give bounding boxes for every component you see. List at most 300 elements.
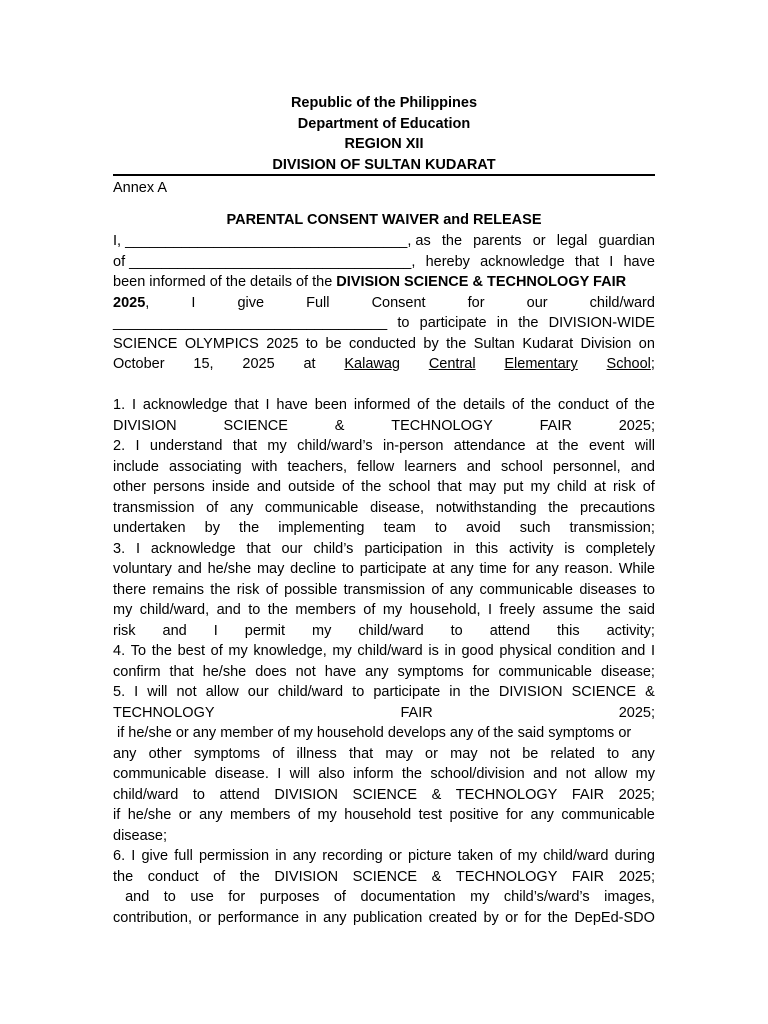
word: have [276, 397, 308, 413]
word: 2025; [618, 868, 655, 885]
word: voluntary [113, 561, 172, 577]
word: & [645, 684, 655, 700]
word: any [113, 745, 137, 762]
word: allow [594, 766, 628, 782]
word: of [417, 397, 430, 413]
word: other [148, 745, 182, 762]
word: does [255, 663, 287, 680]
intro-line-3 [113, 272, 655, 293]
word: TECHNOLOGY [391, 417, 493, 434]
word: the [518, 315, 539, 331]
letterhead-division: DIVISION OF SULTAN KUDARAT [272, 156, 496, 173]
word: and [466, 458, 491, 475]
word: my [332, 643, 352, 659]
word: attendance [453, 438, 526, 454]
word: any [199, 807, 223, 823]
word: of [265, 581, 278, 598]
word: the [113, 868, 134, 885]
word: 3. [113, 540, 126, 557]
word: this [557, 622, 580, 639]
word: my [267, 438, 287, 454]
word: activity; [606, 622, 655, 639]
word: on [638, 335, 655, 352]
word: Consent [371, 294, 426, 311]
word: child/ward [113, 786, 179, 803]
word: my [517, 848, 537, 864]
word: will [289, 766, 310, 782]
word: acknowledge [480, 253, 565, 270]
item-3-line-1 [113, 539, 655, 560]
item-4-line-1 [113, 641, 655, 662]
word: conduct [557, 397, 609, 413]
word: that [232, 438, 257, 454]
item-1-line-1 [113, 395, 655, 416]
word: SCIENCE [223, 417, 288, 434]
word: said [628, 602, 655, 618]
word: transmission; [569, 520, 655, 536]
word: related [550, 745, 595, 762]
word: symptoms [193, 745, 260, 762]
word: images, [604, 889, 655, 905]
word: Sultan [473, 335, 515, 352]
event-name: DIVISION SCIENCE & TECHNOLOGY FAIR [336, 274, 627, 290]
word: understand [149, 438, 223, 454]
word: risk [613, 479, 636, 495]
word: the [446, 335, 467, 352]
word: conducted [349, 335, 416, 352]
word: notwithstanding [435, 499, 537, 516]
word: hereby [425, 253, 470, 270]
word: risk [113, 622, 136, 639]
word: the [239, 520, 260, 536]
event-year [113, 293, 149, 314]
word: risk [236, 581, 260, 598]
word: any [292, 848, 317, 864]
word: at [432, 561, 445, 577]
word: use [190, 889, 214, 905]
word: not [489, 745, 510, 762]
word: the [401, 766, 423, 782]
word: inform [353, 766, 394, 782]
word: good [461, 643, 494, 659]
word: parents [473, 233, 522, 249]
word: disease. [214, 766, 269, 782]
word: will [634, 438, 655, 454]
word: attend [219, 786, 260, 803]
word: communicable [498, 663, 592, 680]
word: communicable [479, 581, 573, 598]
word: my [228, 643, 248, 659]
word: communicable [561, 807, 655, 823]
word: SCIENCE [571, 684, 637, 700]
letterhead-republic: Republic of the Philippines [290, 95, 478, 111]
intro-text: been informed of the details of the [113, 274, 337, 290]
word: 2025; [618, 786, 655, 803]
word: I [131, 397, 136, 413]
word: he/she [202, 663, 247, 680]
word: undertaken [113, 520, 186, 536]
item-3-line-4 [113, 600, 655, 621]
word: in-person [382, 438, 444, 454]
word: is [428, 643, 439, 659]
word: that [574, 253, 600, 270]
word: recording [322, 848, 383, 864]
word: DIVISION [274, 786, 338, 803]
word: I [135, 540, 141, 557]
word: to [192, 786, 205, 803]
word: Division [580, 335, 632, 352]
word: TECHNOLOGY [455, 868, 558, 885]
word: I [277, 766, 282, 782]
word: for [512, 561, 530, 577]
word: details [463, 397, 506, 413]
word: and [256, 479, 282, 495]
word: and [177, 561, 202, 577]
word: such [519, 520, 551, 536]
word: of [431, 581, 444, 598]
word: give [237, 294, 265, 311]
word: that [234, 397, 259, 413]
word: for [467, 294, 485, 311]
word: DIVISION [113, 417, 177, 434]
word: precautions [580, 499, 655, 516]
word: TECHNOLOGY [455, 786, 558, 803]
item-5-line-2 [113, 703, 655, 724]
word: SCIENCE [113, 335, 178, 352]
word: of [210, 643, 223, 659]
word: outside [288, 479, 335, 495]
word: inside [211, 479, 250, 495]
word: guardian [598, 233, 655, 249]
word: not [176, 684, 197, 700]
word: & [431, 786, 442, 803]
item-6-line-2 [113, 867, 655, 888]
venue-word: Elementary [504, 356, 578, 372]
word: for [524, 909, 542, 926]
word: confirm [113, 663, 161, 680]
word: event [588, 438, 625, 454]
word: communicable [264, 499, 359, 516]
word: have [324, 663, 357, 680]
word: or [178, 807, 192, 823]
word: condition [557, 643, 616, 659]
word: of [213, 868, 226, 885]
word: members [295, 602, 356, 618]
word: positive [449, 807, 499, 823]
word: and [533, 766, 558, 782]
word: child/ward, [139, 602, 210, 618]
word: completely [585, 540, 655, 557]
letterhead-department: Department of Education [297, 115, 471, 132]
word: team [383, 520, 416, 536]
item-5-line-1 [113, 682, 655, 703]
word: allow [205, 684, 239, 700]
word: school [500, 458, 543, 475]
word: permit [244, 622, 286, 639]
word: any [631, 745, 655, 762]
word: child/ward [357, 643, 423, 659]
word: my [635, 766, 655, 782]
word: any [535, 561, 559, 577]
word: not [295, 663, 316, 680]
word: school/division [430, 766, 525, 782]
word: DepEd-SDO [574, 909, 655, 926]
word: 2. [113, 438, 126, 454]
word: at [535, 438, 549, 454]
word: the [239, 868, 260, 885]
word: members [229, 807, 291, 823]
letterhead-region: REGION XII [344, 136, 424, 152]
paragraph-gap [113, 375, 655, 396]
word: to [163, 889, 176, 905]
word: remains [152, 581, 204, 598]
word: communicable [113, 766, 207, 782]
word: may [468, 479, 497, 495]
word: to [642, 581, 655, 598]
word: 2025 [242, 356, 275, 372]
word: to [397, 315, 410, 331]
item-5-line-3: if he/she or any member of my household develops any of the said symptoms or [113, 725, 632, 741]
word: with [251, 458, 278, 475]
word: 5. [113, 684, 126, 700]
annex-label: Annex A [113, 180, 168, 196]
word: of [642, 479, 655, 495]
word: FAIR [571, 868, 605, 885]
word: participate [373, 684, 441, 700]
word: my [382, 602, 403, 618]
word: in [305, 909, 317, 926]
word: and [162, 622, 187, 639]
word: household [344, 807, 412, 823]
word: that [169, 663, 194, 680]
word: personnel, [552, 458, 621, 475]
intro-line-7 [113, 354, 655, 375]
word: or [388, 848, 402, 864]
word: by [483, 909, 499, 926]
word: of [499, 848, 512, 864]
word: any [530, 807, 554, 823]
item-2-line-5 [113, 518, 655, 539]
word: reason. [564, 561, 613, 577]
word: any [229, 499, 254, 516]
word: FAIR [539, 417, 572, 434]
word: the [361, 479, 382, 495]
word: my [113, 602, 133, 618]
word: taken [457, 848, 494, 864]
word: participate [419, 315, 487, 331]
item-5-line-4 [113, 744, 655, 765]
word: associating [169, 458, 242, 475]
word: I [265, 397, 270, 413]
word: attend [489, 622, 531, 639]
word: of [341, 479, 355, 495]
word: of [363, 602, 376, 618]
word: I [134, 684, 139, 700]
word: best [177, 643, 205, 659]
word: Kudarat [522, 335, 574, 352]
word: child/ward’s [297, 438, 373, 454]
word: may [256, 561, 285, 577]
word: disease; [600, 663, 655, 680]
intro-line-5 [113, 313, 655, 334]
word: in [275, 848, 287, 864]
event-year-bold: 2025 [113, 294, 146, 311]
word: assume [542, 602, 594, 618]
word: in [449, 684, 461, 700]
word: include [113, 458, 159, 475]
intro-line-6 [113, 334, 655, 355]
word: to [248, 602, 261, 618]
word: teachers, [287, 458, 348, 475]
word: of [333, 889, 346, 905]
word: __________________________________ [113, 315, 388, 331]
word: or [532, 233, 546, 249]
word: picture [407, 848, 452, 864]
word: this [475, 540, 499, 557]
word: performance [217, 909, 300, 926]
word: to [450, 622, 463, 639]
word: the [558, 438, 579, 454]
word: symptoms [397, 663, 464, 680]
word: possible [284, 581, 338, 598]
word: for [472, 663, 490, 680]
word: avoid [466, 520, 501, 536]
word: also [318, 766, 345, 782]
word: of [615, 397, 628, 413]
word: for [228, 889, 246, 905]
word: of [272, 745, 285, 762]
word: of [511, 397, 525, 413]
word: that [246, 540, 271, 557]
document-title: PARENTAL CONSENT WAIVER and RELEASE [226, 212, 542, 228]
word: transmission [343, 581, 426, 598]
word: 1. [113, 397, 126, 413]
word: or [425, 745, 438, 762]
word: created [428, 909, 478, 926]
word: in [444, 643, 456, 659]
event-year-comma: , [145, 294, 150, 311]
word: participate [359, 561, 427, 577]
word: by [423, 335, 439, 352]
word: during [614, 848, 655, 864]
item-2-line-1 [113, 436, 655, 457]
item-5-line-5 [113, 764, 655, 785]
word: publication [352, 909, 423, 926]
word: child/ward [358, 622, 424, 639]
word: DIVISION [498, 684, 563, 700]
word: I [213, 622, 218, 639]
word: have [623, 253, 655, 270]
word: 2025; [618, 704, 655, 721]
word: for [506, 807, 524, 823]
word: FAIR [400, 704, 433, 721]
word: not [565, 766, 586, 782]
word: my [317, 807, 337, 823]
word: October [113, 356, 165, 372]
word: in [496, 315, 509, 331]
word: acknowledge [150, 540, 236, 557]
word: illness [296, 745, 337, 762]
item-5-line-6 [113, 785, 655, 806]
item-3-line-5 [113, 621, 655, 642]
word: give [141, 848, 169, 864]
word: decline [290, 561, 337, 577]
word: learners [404, 458, 457, 475]
word: school [388, 479, 431, 495]
word: freely [499, 602, 535, 618]
item-1-line-2 [113, 416, 655, 437]
word: implementing [278, 520, 365, 536]
word: the [600, 602, 621, 618]
word: SCIENCE [352, 786, 418, 803]
venue-semicolon: ; [650, 356, 655, 372]
word: & [334, 417, 345, 434]
word: the [267, 602, 288, 618]
word: DIVISION-WIDE [548, 315, 655, 331]
intro-line-4 [113, 293, 655, 314]
word: child’s/ward’s [503, 889, 590, 905]
word: I [488, 602, 493, 618]
item-6-line-1 [113, 846, 655, 867]
item-3-line-2 [113, 559, 655, 580]
word: any [449, 581, 474, 598]
word: purposes [259, 889, 320, 905]
word: or [505, 909, 519, 926]
word: persons [153, 479, 205, 495]
word: to [341, 561, 354, 577]
word: any [323, 909, 347, 926]
word: child [556, 479, 587, 495]
word: our [281, 540, 303, 557]
word: test [418, 807, 443, 823]
item-3-line-3 [113, 580, 655, 601]
word: by [204, 520, 220, 536]
intro-line-1 [113, 231, 655, 252]
word: that [349, 745, 374, 762]
word: acknowledge [142, 397, 228, 413]
word: to [434, 520, 447, 536]
word: full [174, 848, 193, 864]
word: may [385, 745, 413, 762]
word: to [352, 684, 365, 700]
word: I [131, 848, 136, 864]
word: at [303, 356, 316, 372]
word: if [113, 807, 121, 823]
venue-last [607, 354, 655, 375]
word: my [470, 889, 490, 905]
word: child’s [313, 540, 354, 557]
word: DIVISION [274, 868, 339, 885]
word: other [113, 479, 147, 495]
word: fellow [357, 458, 395, 475]
word: SCIENCE [352, 868, 418, 885]
word: Full [306, 294, 330, 311]
word: been [314, 397, 347, 413]
word: activity [509, 540, 554, 557]
word: he/she [127, 807, 172, 823]
venue-word: Kalawag [344, 356, 400, 372]
word: and [630, 458, 655, 475]
consent-body [113, 231, 655, 928]
word: of [206, 499, 219, 516]
item-2-line-3 [113, 477, 655, 498]
word: may [450, 745, 478, 762]
letterhead [113, 93, 655, 175]
word: physical [499, 643, 552, 659]
word: and [621, 643, 646, 659]
word: of ___________________________________, [113, 253, 416, 270]
word: informed [353, 397, 411, 413]
